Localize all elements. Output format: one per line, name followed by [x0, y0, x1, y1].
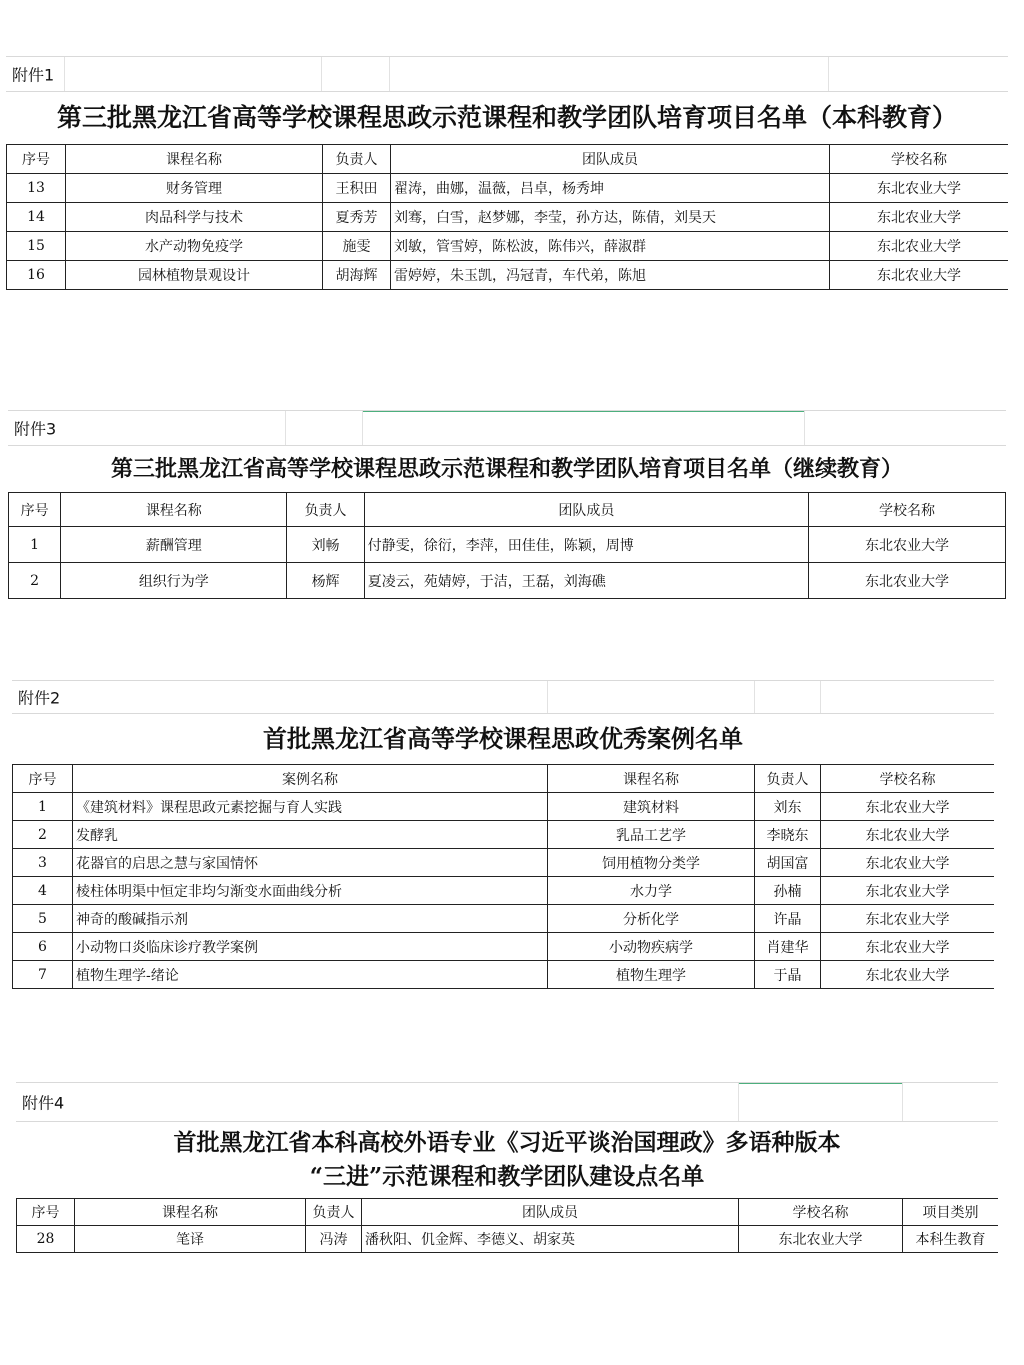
cell-course: 水产动物免疫学: [66, 232, 323, 261]
table-header-row: [7, 145, 1009, 174]
cell-course: 分析化学: [548, 905, 755, 933]
cell-course: 小动物疾病学: [548, 933, 755, 961]
annex-label: 附件4: [22, 1093, 65, 1113]
cell-course: 建筑材料: [548, 793, 755, 821]
column-header: 团队成员: [364, 493, 808, 527]
cell-index: 2: [13, 821, 73, 849]
title-line-2: “三进”示范课程和教学团队建设点名单: [309, 1163, 705, 1190]
table-row: [17, 1226, 999, 1253]
cell-index: 4: [13, 877, 73, 905]
cell-index: 1: [13, 793, 73, 821]
cell-leader: 刘东: [755, 793, 821, 821]
cell-members: 雷婷婷，朱玉凯，冯冠青，车代弟，陈旭: [391, 261, 830, 290]
column-header: 学校名称: [739, 1199, 903, 1226]
cell-course: 财务管理: [66, 174, 323, 203]
cell-school: 东北农业大学: [830, 261, 1009, 290]
cell-category: 本科生教育: [903, 1226, 999, 1253]
cell-leader: 孙楠: [755, 877, 821, 905]
annex-label: 附件2: [18, 688, 61, 708]
cell-index: 2: [9, 563, 61, 599]
table-row: [13, 793, 995, 821]
column-header: 团队成员: [362, 1199, 739, 1226]
cell-school: 东北农业大学: [739, 1226, 903, 1253]
cell-course: 笔译: [75, 1226, 306, 1253]
cell-school: 东北农业大学: [830, 203, 1009, 232]
section-annex-4: [16, 1082, 998, 1258]
cell-leader: 王积田: [323, 174, 391, 203]
column-header: 团队成员: [391, 145, 830, 174]
cell-members: 潘秋阳、仉金辉、李德义、胡家英: [362, 1226, 739, 1253]
cell-course: 植物生理学: [548, 961, 755, 989]
annex-row: [12, 680, 994, 714]
cell-leader: 于晶: [755, 961, 821, 989]
table-row: [13, 849, 995, 877]
table-row: [7, 232, 1009, 261]
cell-case: 《建筑材料》课程思政元素挖掘与育人实践: [73, 793, 548, 821]
column-header: 序号: [17, 1199, 75, 1226]
cell-course: 乳品工艺学: [548, 821, 755, 849]
cell-index: 7: [13, 961, 73, 989]
column-header: 学校名称: [808, 493, 1005, 527]
table-row: [9, 527, 1006, 563]
cell-school: 东北农业大学: [821, 961, 995, 989]
table-row: [7, 174, 1009, 203]
column-header: 案例名称: [73, 765, 548, 793]
section-annex-2: [12, 680, 994, 994]
column-header: 学校名称: [830, 145, 1009, 174]
cell-course: 肉品科学与技术: [66, 203, 323, 232]
table-row: [13, 821, 995, 849]
cell-leader: 肖建华: [755, 933, 821, 961]
cell-index: 15: [7, 232, 66, 261]
cell-school: 东北农业大学: [821, 849, 995, 877]
column-header: 负责人: [287, 493, 364, 527]
table-row: [13, 933, 995, 961]
table-row: [13, 877, 995, 905]
data-table: [12, 764, 994, 989]
cell-index: 1: [9, 527, 61, 563]
table-title: [16, 1122, 998, 1194]
cell-members: 刘敏，管雪婷，陈松波，陈伟兴，薛淑群: [391, 232, 830, 261]
cell-school: 东北农业大学: [821, 877, 995, 905]
cell-index: 14: [7, 203, 66, 232]
table-header-row: [9, 493, 1006, 527]
data-table: [16, 1198, 998, 1253]
cell-case: 花器官的启思之慧与家国情怀: [73, 849, 548, 877]
cell-index: 5: [13, 905, 73, 933]
table-row: [13, 905, 995, 933]
cell-course: 薪酬管理: [61, 527, 287, 563]
data-table: [6, 144, 1008, 290]
cell-members: 刘骞，白雪，赵梦娜，李莹，孙方达，陈倩，刘昊天: [391, 203, 830, 232]
column-header: 序号: [9, 493, 61, 527]
cell-index: 13: [7, 174, 66, 203]
cell-school: 东北农业大学: [808, 563, 1005, 599]
cell-leader: 施雯: [323, 232, 391, 261]
column-header: 序号: [7, 145, 66, 174]
cell-school: 东北农业大学: [821, 933, 995, 961]
cell-leader: 胡海辉: [323, 261, 391, 290]
column-header: 负责人: [306, 1199, 362, 1226]
annex-label: 附件3: [14, 419, 57, 439]
cell-course: 水力学: [548, 877, 755, 905]
cell-school: 东北农业大学: [830, 174, 1009, 203]
table-row: [7, 261, 1009, 290]
cell-leader: 杨辉: [287, 563, 364, 599]
cell-course: 园林植物景观设计: [66, 261, 323, 290]
cell-school: 东北农业大学: [808, 527, 1005, 563]
cell-leader: 夏秀芳: [323, 203, 391, 232]
column-header: 负责人: [755, 765, 821, 793]
table-row: [13, 961, 995, 989]
column-header: 学校名称: [821, 765, 995, 793]
table-row: [9, 563, 1006, 599]
cell-leader: 李晓东: [755, 821, 821, 849]
table-title: 第三批黑龙江省高等学校课程思政示范课程和教学团队培育项目名单（本科教育）: [56, 103, 957, 132]
annex-row: [8, 410, 1006, 446]
title-line-1: 首批黑龙江省本科高校外语专业《习近平谈治国理政》多语种版本: [173, 1129, 841, 1156]
cell-school: 东北农业大学: [821, 793, 995, 821]
data-table: [8, 492, 1006, 599]
cell-school: 东北农业大学: [830, 232, 1009, 261]
cell-leader: 冯涛: [306, 1226, 362, 1253]
column-header: 课程名称: [61, 493, 287, 527]
cell-leader: 胡国富: [755, 849, 821, 877]
annex-label: 附件1: [12, 65, 55, 85]
cell-case: 小动物口炎临床诊疗教学案例: [73, 933, 548, 961]
column-header: 课程名称: [75, 1199, 306, 1226]
cell-course: 组织行为学: [61, 563, 287, 599]
cell-index: 28: [17, 1226, 75, 1253]
cell-case: 棱柱体明渠中恒定非均匀渐变水面曲线分析: [73, 877, 548, 905]
table-title: 第三批黑龙江省高等学校课程思政示范课程和教学团队培育项目名单（继续教育）: [110, 456, 903, 482]
column-header: 负责人: [323, 145, 391, 174]
cell-leader: 刘畅: [287, 527, 364, 563]
cell-index: 6: [13, 933, 73, 961]
cell-members: 翟涛，曲娜，温薇，吕卓，杨秀坤: [391, 174, 830, 203]
cell-case: 神奇的酸碱指示剂: [73, 905, 548, 933]
cell-members: 夏凌云，苑婧婷，于洁，王磊，刘海礁: [364, 563, 808, 599]
cell-index: 3: [13, 849, 73, 877]
section-annex-1: [6, 56, 1008, 296]
annex-row: [16, 1082, 998, 1122]
column-header: 课程名称: [548, 765, 755, 793]
cell-members: 付静雯，徐衍，李萍，田佳佳，陈颖，周博: [364, 527, 808, 563]
table-header-row: [13, 765, 995, 793]
cell-case: 植物生理学-绪论: [73, 961, 548, 989]
column-header: 项目类别: [903, 1199, 999, 1226]
cell-leader: 许晶: [755, 905, 821, 933]
table-title: 首批黑龙江省高等学校课程思政优秀案例名单: [263, 724, 743, 753]
table-row: [7, 203, 1009, 232]
cell-school: 东北农业大学: [821, 821, 995, 849]
column-header: 课程名称: [66, 145, 323, 174]
cell-course: 饲用植物分类学: [548, 849, 755, 877]
column-header: 序号: [13, 765, 73, 793]
cell-case: 发酵乳: [73, 821, 548, 849]
cell-index: 16: [7, 261, 66, 290]
annex-row: [6, 56, 1008, 92]
section-annex-3: [8, 410, 1006, 606]
table-header-row: [17, 1199, 999, 1226]
cell-school: 东北农业大学: [821, 905, 995, 933]
